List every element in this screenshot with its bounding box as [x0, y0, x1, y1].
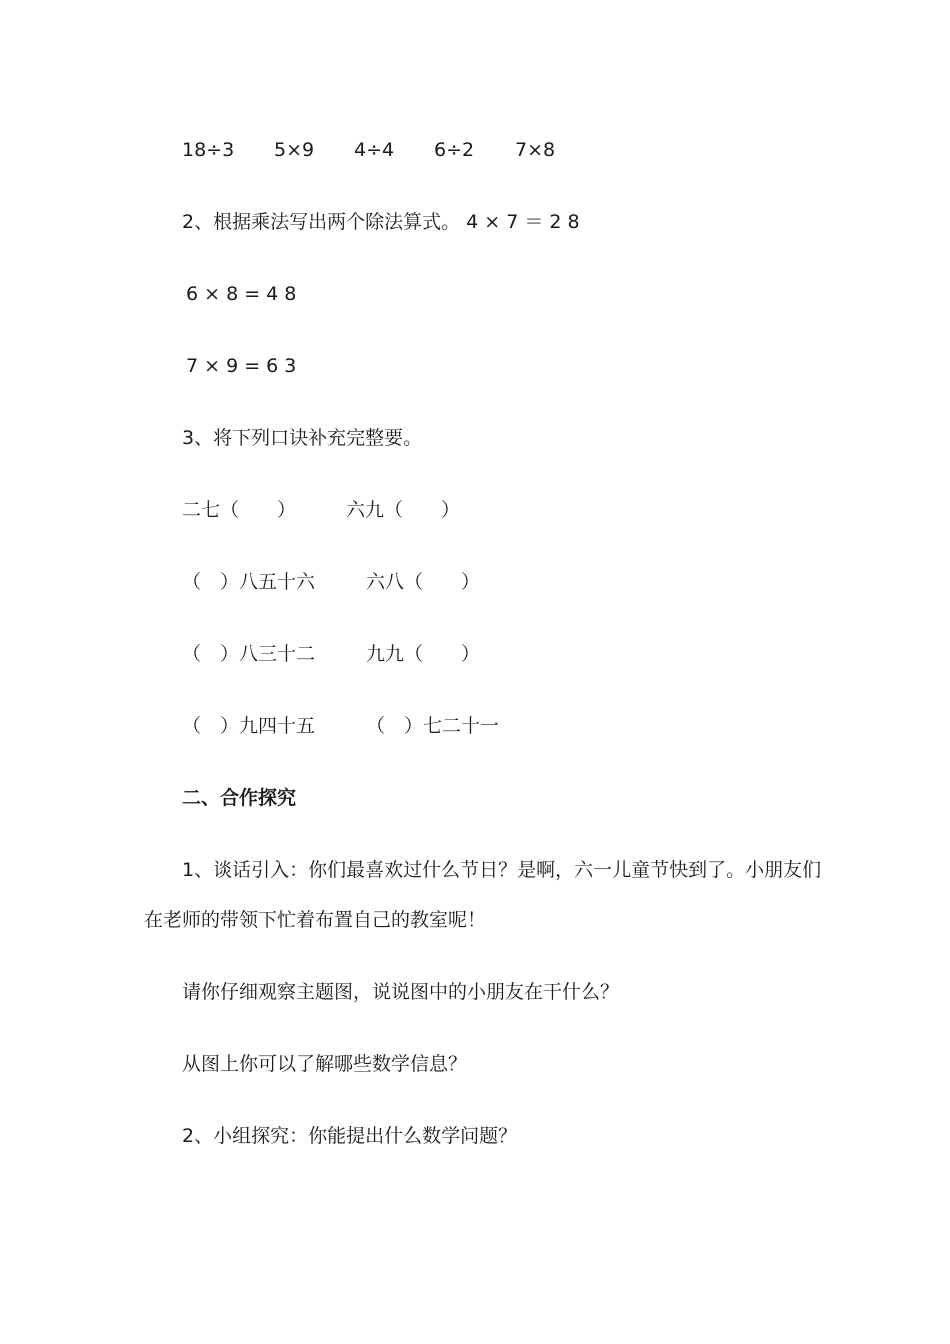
paragraph-info: 从图上你可以了解哪些数学信息？: [182, 1053, 468, 1075]
question-2-equation-1: 6 × 8 = 4 8: [186, 283, 297, 305]
rhyme-row: [0, 642, 950, 666]
rhyme-item: （ ）七二十一: [366, 715, 500, 737]
expression-4: 6÷2: [434, 139, 475, 161]
rhyme-item: （ ）九四十五: [182, 715, 316, 737]
rhyme-item: 二七（ ）: [182, 499, 297, 521]
paragraph-observe: 请你仔细观察主题图，说说图中的小朋友在干什么？: [182, 981, 620, 1003]
expression-3: 4÷4: [354, 139, 395, 161]
rhyme-row: [0, 570, 950, 594]
paragraph-group: 2、小组探究：你能提出什么数学问题？: [182, 1125, 518, 1147]
question-2-equation-2: 7 × 9 = 6 3: [186, 355, 297, 377]
rhyme-item: （ ）八三十二: [182, 643, 316, 665]
expression-row: [0, 138, 950, 162]
rhyme-item: 九九（ ）: [366, 643, 481, 665]
expression-1: 18÷3: [182, 139, 235, 161]
question-2: 2、根据乘法写出两个除法算式。 4 × 7 ＝ 2 8: [182, 211, 580, 233]
expression-2: 5×9: [274, 139, 315, 161]
paragraph-intro-line-2: 在老师的带领下忙着布置自己的教室呢！: [144, 909, 487, 931]
rhyme-row: [0, 498, 950, 522]
rhyme-row: [0, 714, 950, 738]
rhyme-item: 六九（ ）: [346, 499, 461, 521]
question-3: 3、将下列口诀补充完整要。: [182, 427, 423, 449]
expression-5: 7×8: [515, 139, 556, 161]
section-heading: 二、合作探究: [182, 787, 297, 809]
paragraph-intro-line-1: 1、谈话引入：你们最喜欢过什么节日？是啊，六一儿童节快到了。小朋友们: [182, 859, 822, 881]
rhyme-item: 六八（ ）: [366, 571, 481, 593]
rhyme-item: （ ）八五十六: [182, 571, 316, 593]
